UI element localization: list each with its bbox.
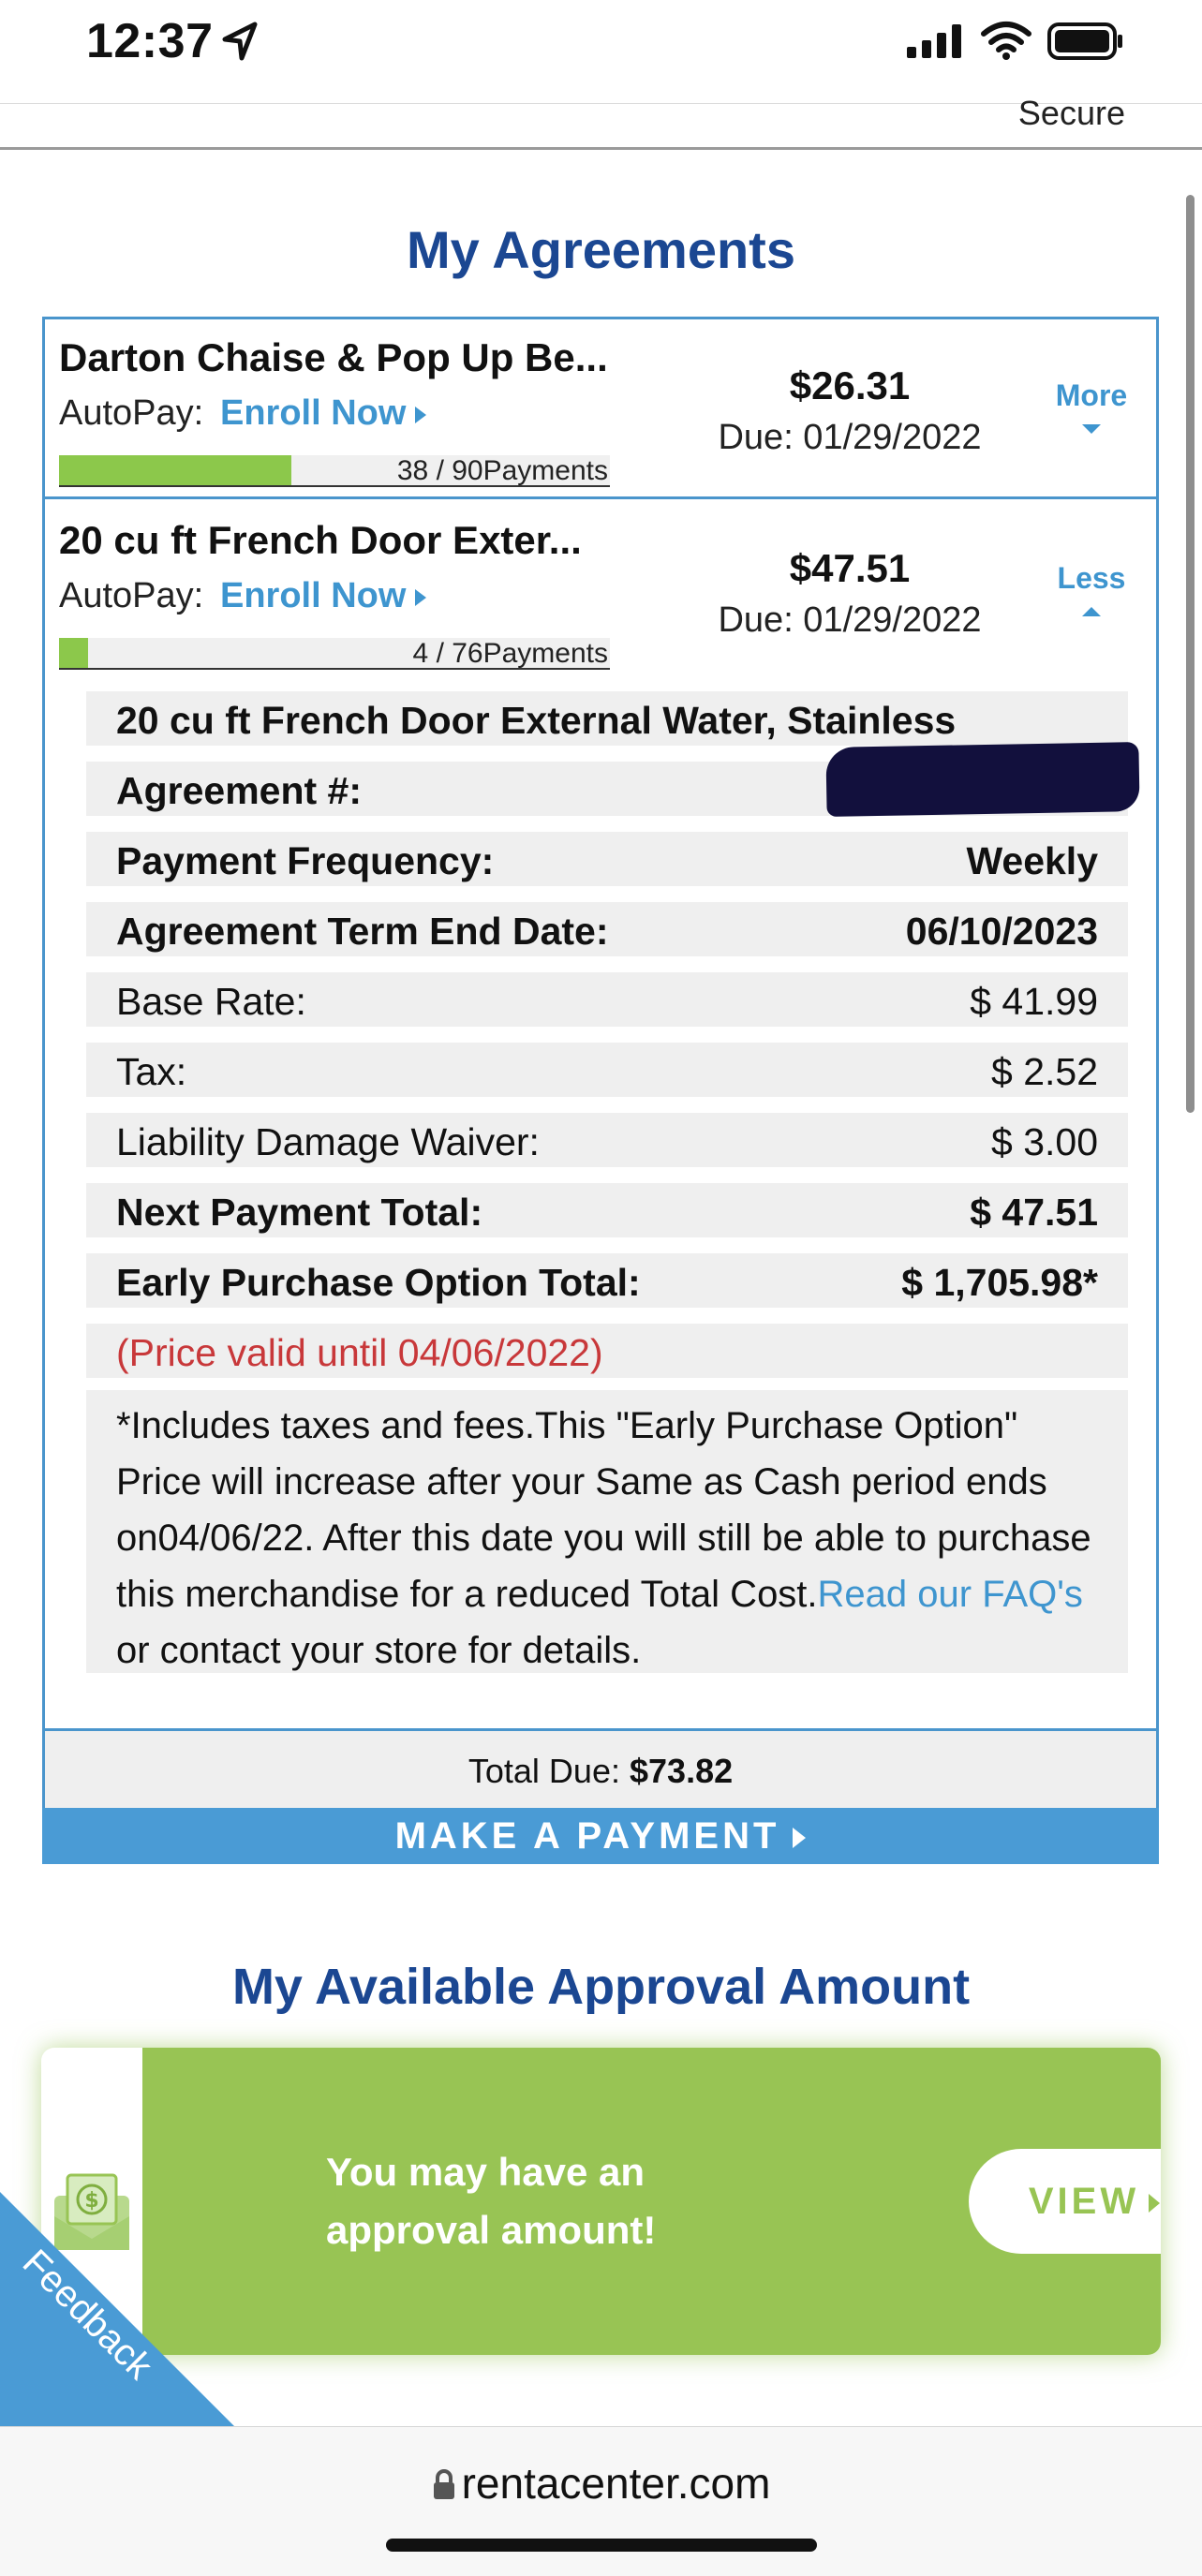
payments-progress-bar — [59, 638, 610, 670]
total-due-value: $73.82 — [630, 1752, 734, 1790]
payments-count: 38 / 90Payments — [396, 455, 608, 486]
agreement-row — [42, 496, 1159, 676]
approval-message — [326, 2143, 656, 2259]
redaction-mark — [825, 742, 1139, 817]
feedback-tab[interactable] — [0, 2192, 234, 2426]
payment-frequency-value: Weekly — [966, 839, 1098, 882]
secure-label: Secure — [1017, 94, 1125, 132]
less-label: Less — [1057, 561, 1126, 595]
progress-fill — [59, 455, 291, 485]
caret-down-icon — [1082, 424, 1101, 434]
disclaimer-tail: or contact your store for details. — [116, 1630, 642, 1671]
due-date: Due: 01/29/2022 — [718, 418, 982, 457]
autopay-label: AutoPay: — [59, 393, 204, 433]
faq-link[interactable]: Read our FAQ's — [817, 1574, 1083, 1615]
less-toggle[interactable] — [1007, 561, 1176, 616]
lock-icon — [432, 2468, 456, 2500]
autopay-label: AutoPay: — [59, 576, 204, 615]
arrow-right-icon — [415, 589, 426, 606]
more-label: More — [1055, 378, 1128, 412]
base-rate-value: $ 41.99 — [970, 980, 1098, 1023]
make-payment-label: MAKE A PAYMENT — [394, 1815, 780, 1857]
approval-banner — [142, 2048, 1161, 2355]
wifi-icon — [981, 21, 1031, 65]
location-arrow-icon — [221, 21, 259, 67]
approval-title: My Available Approval Amount — [231, 1959, 971, 2015]
view-label: VIEW — [1028, 2181, 1140, 2222]
base-rate-label: Base Rate: — [116, 980, 306, 1023]
detail-row-price-valid — [86, 1324, 1128, 1378]
price-valid-note: (Price valid until 04/06/2022) — [116, 1331, 603, 1374]
detail-row-ldw — [86, 1113, 1128, 1167]
total-due-label: Total Due: — [467, 1752, 620, 1790]
make-payment-button[interactable] — [42, 1808, 1159, 1864]
address-bar[interactable] — [0, 2458, 1202, 2509]
url-text: rentacenter.com — [461, 2459, 771, 2508]
feedback-label: Feedback — [14, 2242, 160, 2388]
progress-fill — [59, 638, 88, 668]
ldw-value: $ 3.00 — [991, 1120, 1098, 1163]
enroll-now-label: Enroll Now — [220, 393, 407, 433]
agreement-number-label: Agreement #: — [116, 769, 363, 812]
agreement-amount: $26.31 — [789, 363, 911, 407]
due-date: Due: 01/29/2022 — [718, 600, 982, 640]
more-toggle[interactable] — [1007, 378, 1176, 434]
tax-label: Tax: — [116, 1050, 187, 1093]
agreements-title: My Agreements — [407, 220, 795, 279]
caret-up-icon — [1082, 607, 1101, 616]
detail-row-term-end — [86, 902, 1128, 956]
arrow-right-icon — [415, 407, 426, 423]
status-time: 12:37 — [86, 14, 214, 68]
detail-title-row — [86, 691, 1128, 746]
agreement-row — [42, 317, 1159, 496]
epo-value: $ 1,705.98* — [901, 1261, 1098, 1304]
detail-row-base-rate — [86, 972, 1128, 1027]
term-end-value: 06/10/2023 — [905, 910, 1098, 953]
detail-row-tax — [86, 1043, 1128, 1097]
next-payment-label: Next Payment Total: — [116, 1191, 483, 1234]
detail-row-next-payment — [86, 1183, 1128, 1237]
ldw-label: Liability Damage Waiver: — [116, 1120, 540, 1163]
svg-text:$: $ — [84, 2189, 99, 2213]
approval-line-2: approval amount! — [326, 2208, 657, 2252]
enroll-now-link[interactable] — [220, 393, 426, 434]
arrow-right-icon — [1149, 2194, 1160, 2213]
agreement-name: 20 cu ft French Door Exter... — [59, 518, 582, 562]
detail-row-payment-frequency — [86, 832, 1128, 886]
home-indicator — [386, 2539, 817, 2552]
epo-label: Early Purchase Option Total: — [116, 1261, 641, 1304]
payments-progress-bar — [59, 455, 610, 487]
payments-count: 4 / 76Payments — [412, 638, 608, 669]
tax-value: $ 2.52 — [991, 1050, 1098, 1093]
arrow-right-icon — [793, 1828, 806, 1848]
enroll-now-label: Enroll Now — [220, 576, 407, 615]
total-due-bar — [42, 1728, 1159, 1811]
payment-frequency-label: Payment Frequency: — [116, 839, 495, 882]
disclaimer-text: *Includes taxes and fees.This "Early Purchase Option" Price will increase after your Same as Cash period ends on04/06/22. After this date you will still be able to purchase this merchandise for a reduced Total Cost. — [116, 1405, 1091, 1615]
next-payment-value: $ 47.51 — [970, 1191, 1098, 1234]
battery-icon — [1047, 21, 1126, 67]
detail-product-title: 20 cu ft French Door External Water, Stainless — [116, 699, 957, 742]
epo-disclaimer — [86, 1390, 1128, 1673]
approval-line-1: You may have an — [326, 2150, 646, 2194]
term-end-label: Agreement Term End Date: — [116, 910, 609, 953]
page-scrollbar[interactable] — [1186, 195, 1195, 1113]
detail-row-epo — [86, 1253, 1128, 1308]
cellular-signal-icon — [907, 24, 965, 63]
view-approval-button[interactable] — [969, 2149, 1161, 2254]
agreement-name: Darton Chaise & Pop Up Be... — [59, 335, 608, 379]
enroll-now-link[interactable] — [220, 576, 426, 616]
agreement-amount: $47.51 — [789, 546, 911, 590]
